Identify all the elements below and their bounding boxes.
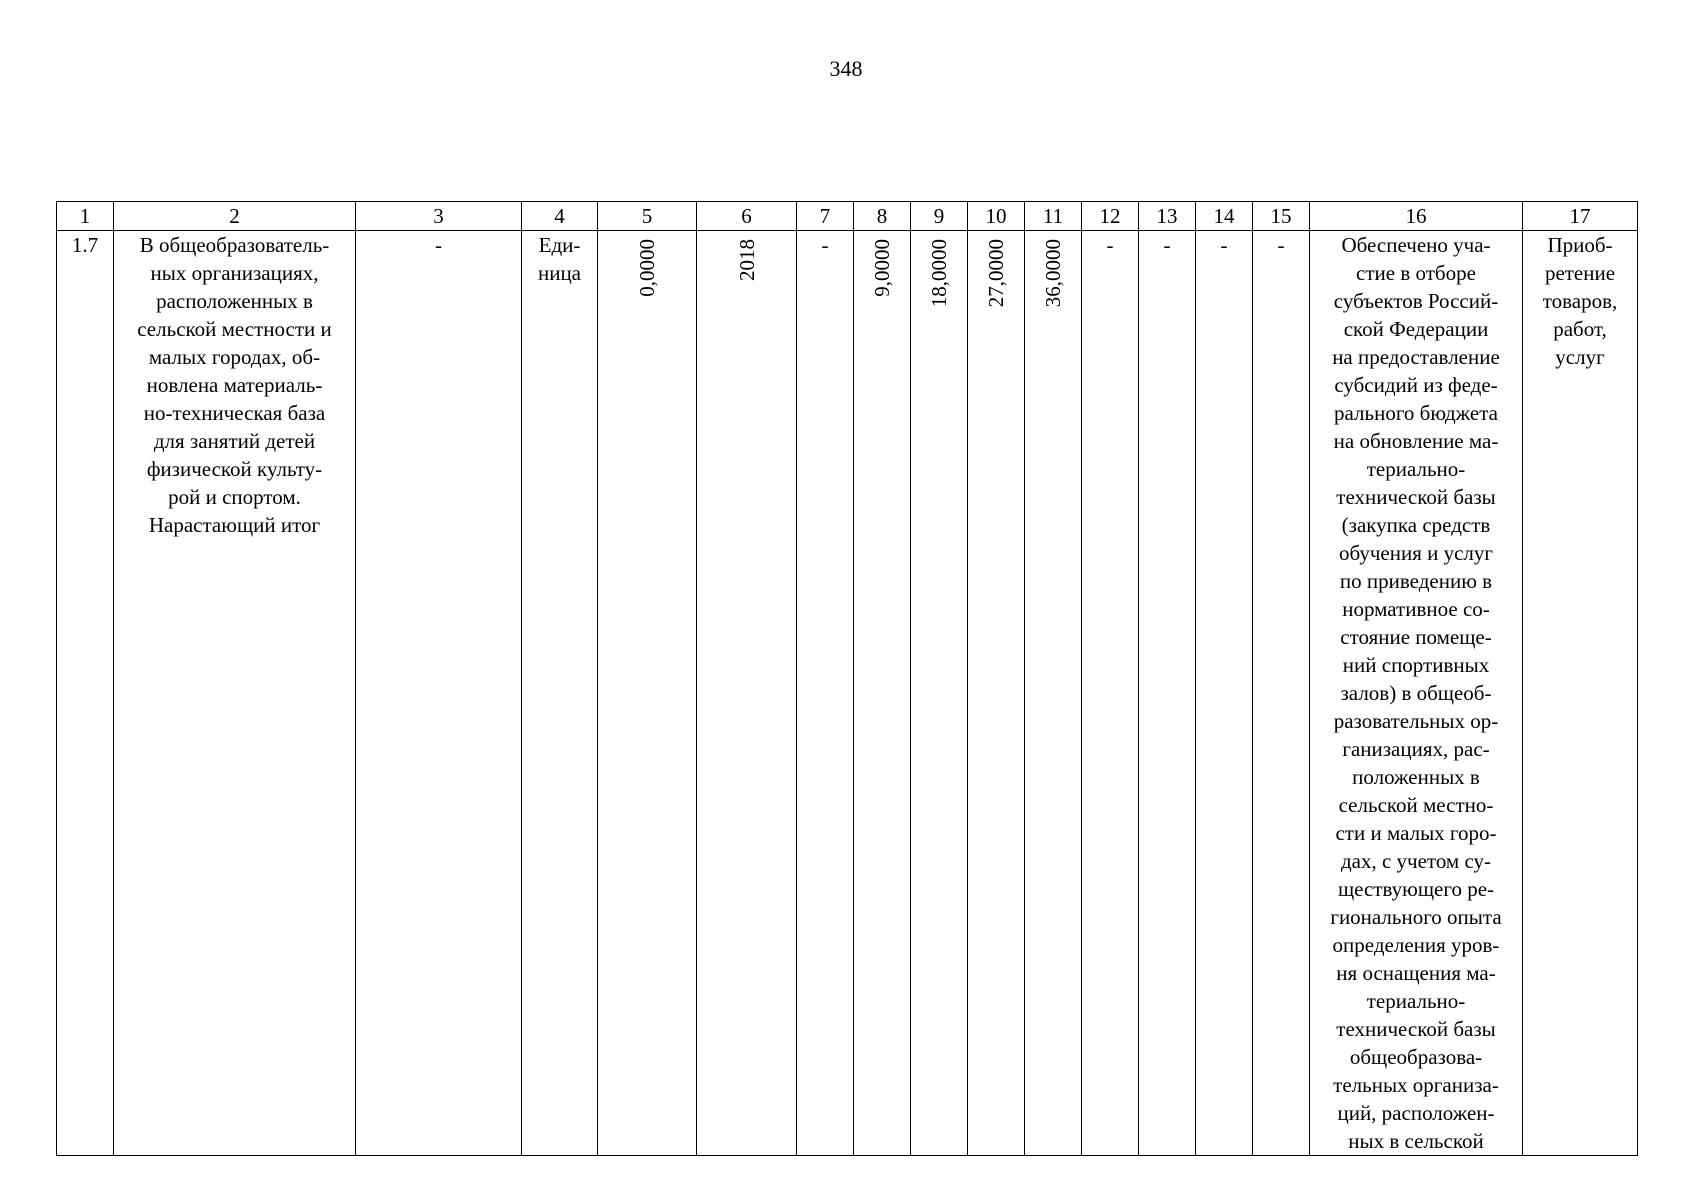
cell-col-3: -	[356, 231, 522, 1156]
column-number-4: 4	[522, 202, 598, 231]
row-number: 1.7	[57, 231, 114, 1156]
text-line: сельской местности и	[137, 317, 332, 341]
text-line: услуг	[1555, 345, 1605, 369]
text-line: новлена материаль-	[146, 373, 323, 397]
base-value: 0,0000	[635, 239, 659, 297]
text-line: малых городах, об-	[148, 345, 321, 369]
text-line: технической базы	[1336, 1017, 1496, 1041]
cell-col-12: -	[1082, 231, 1139, 1156]
text-line: ница	[537, 261, 582, 285]
value-col-8: 9,0000	[870, 239, 894, 297]
value-cell-col-8	[854, 231, 911, 1156]
text-line: рой и спортом.	[168, 485, 301, 509]
text-line: на обновление ма-	[1333, 429, 1499, 453]
text-line: Нарастающий итог	[148, 513, 321, 537]
value-col-11: 36,0000	[1041, 239, 1065, 308]
text-line: Приоб-	[1547, 233, 1613, 257]
text-line: для занятий детей	[153, 429, 316, 453]
text-line: расположенных в	[156, 289, 313, 313]
text-line: общеобразова-	[1349, 1045, 1483, 1069]
column-number-12: 12	[1082, 202, 1139, 231]
activity-type	[1523, 231, 1638, 1156]
text-line: стояние помеще-	[1340, 625, 1492, 649]
column-number-1: 1	[57, 202, 114, 231]
text-line: В общеобразователь-	[139, 233, 330, 257]
cell-col-7: -	[797, 231, 854, 1156]
text-line: ций, расположен-	[1337, 1101, 1495, 1125]
column-number-row	[57, 202, 1638, 231]
text-line: субъектов Россий-	[1333, 289, 1499, 313]
text-line: ганизациях, рас-	[1342, 737, 1490, 761]
text-line: Обеспечено уча-	[1341, 233, 1491, 257]
text-line: ных организациях,	[150, 261, 319, 285]
text-line: териально-	[1366, 457, 1466, 481]
text-line: технической базы	[1336, 485, 1496, 509]
cell-col-13: -	[1139, 231, 1196, 1156]
result-description	[1310, 231, 1523, 1156]
column-number-5: 5	[598, 202, 697, 231]
column-number-6: 6	[697, 202, 797, 231]
text-line: нормативное со-	[1342, 597, 1490, 621]
text-line: (закупка средств	[1341, 513, 1491, 537]
text-line: на предоставление	[1332, 345, 1500, 369]
value-col-9: 18,0000	[927, 239, 951, 308]
indicator-name	[114, 231, 356, 1156]
text-line: положенных в	[1352, 765, 1480, 789]
text-line: Еди-	[538, 233, 581, 257]
cell-col-15: -	[1253, 231, 1310, 1156]
text-line: но-техническая база	[143, 401, 326, 425]
text-line: по приведению в	[1339, 569, 1493, 593]
base-value-cell	[598, 231, 697, 1156]
text-line: определения уров-	[1332, 933, 1500, 957]
page-number: 348	[829, 56, 863, 81]
column-number-11: 11	[1025, 202, 1082, 231]
value-col-10: 27,0000	[984, 239, 1008, 308]
text-line: ня оснащения ма-	[1336, 961, 1496, 985]
column-number-8: 8	[854, 202, 911, 231]
text-line: гионального опыта	[1330, 905, 1502, 929]
text-line: сельской местно-	[1338, 793, 1494, 817]
indicator-table	[56, 201, 1638, 1156]
text-line: разовательных ор-	[1333, 709, 1499, 733]
text-line: ных в сельской	[1348, 1129, 1484, 1153]
text-line: ской Федерации	[1343, 317, 1489, 341]
value-cell-col-11	[1025, 231, 1082, 1156]
text-line: ществующего ре-	[1337, 877, 1495, 901]
column-number-9: 9	[911, 202, 968, 231]
column-number-14: 14	[1196, 202, 1253, 231]
text-line: тельных организа-	[1333, 1073, 1499, 1097]
text-line: обучения и услуг	[1338, 541, 1494, 565]
column-number-3: 3	[356, 202, 522, 231]
text-line: териально-	[1366, 989, 1466, 1013]
text-line: рального бюджета	[1334, 401, 1498, 425]
unit-cell	[522, 231, 598, 1156]
column-number-13: 13	[1139, 202, 1196, 231]
text-line: ний спортивных	[1342, 653, 1490, 677]
text-line: работ,	[1553, 317, 1607, 341]
text-line: дах, с учетом су-	[1340, 849, 1492, 873]
text-line: стие в отборе	[1356, 261, 1476, 285]
column-number-17: 17	[1523, 202, 1638, 231]
column-number-10: 10	[968, 202, 1025, 231]
value-cell-col-10	[968, 231, 1025, 1156]
value-cell-col-9	[911, 231, 968, 1156]
base-year: 2018	[734, 239, 759, 281]
text-line: физической культу-	[146, 457, 323, 481]
column-number-16: 16	[1310, 202, 1523, 231]
text-line: субсидий из феде-	[1334, 373, 1498, 397]
column-number-15: 15	[1253, 202, 1310, 231]
text-line: сти и малых горо-	[1335, 821, 1497, 845]
base-year-cell	[697, 231, 797, 1156]
text-line: товаров,	[1542, 289, 1618, 313]
column-number-7: 7	[797, 202, 854, 231]
text-line: залов) в общеоб-	[1340, 681, 1492, 705]
column-number-2: 2	[114, 202, 356, 231]
table-row	[57, 231, 1638, 1156]
text-line: ретение	[1544, 261, 1616, 285]
cell-col-14: -	[1196, 231, 1253, 1156]
